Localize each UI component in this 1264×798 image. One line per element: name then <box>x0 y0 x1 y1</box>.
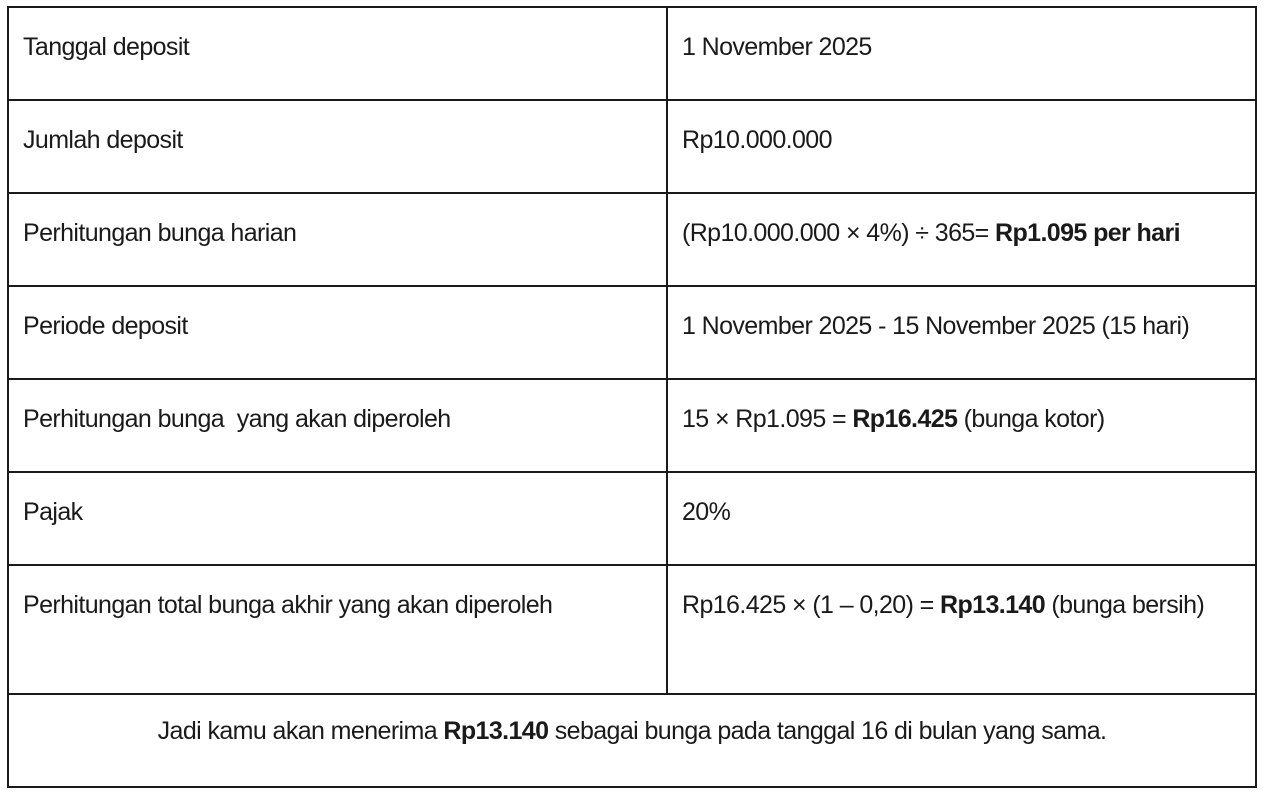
summary-cell <box>8 694 1256 787</box>
row-label: Tanggal deposit <box>8 7 667 100</box>
row-label: Pajak <box>8 472 667 565</box>
table-row-bunga-harian <box>8 193 1256 286</box>
row-value <box>667 193 1256 286</box>
table-row-pajak <box>8 472 1256 565</box>
formula-result: Rp1.095 per hari <box>995 219 1180 247</box>
summary-suffix: sebagai bunga pada tanggal 16 di bulan yang sama. <box>548 717 1107 745</box>
row-value: Rp10.000.000 <box>667 100 1256 193</box>
formula-suffix: (bunga bersih) <box>1045 591 1205 619</box>
table-row-total-bunga <box>8 565 1256 694</box>
formula-result: Rp13.140 <box>940 591 1046 619</box>
formula-text: (Rp10.000.000 × 4%) ÷ 365= <box>682 219 996 247</box>
row-value: 20% <box>667 472 1256 565</box>
table-row-periode-deposit <box>8 286 1256 379</box>
row-value <box>667 565 1256 694</box>
row-value: 1 November 2025 <box>667 7 1256 100</box>
table-row-tanggal-deposit <box>8 7 1256 100</box>
deposit-calculation-table <box>7 6 1257 788</box>
formula-suffix: (bunga kotor) <box>957 405 1105 433</box>
row-label: Perhitungan bunga harian <box>8 193 667 286</box>
formula-result: Rp16.425 <box>852 405 958 433</box>
formula-text: 15 × Rp1.095 = <box>682 405 853 433</box>
row-label: Perhitungan total bunga akhir yang akan diperoleh <box>8 565 667 694</box>
row-value: 1 November 2025 - 15 November 2025 (15 hari) <box>667 286 1256 379</box>
summary-text: Jadi kamu akan menerima <box>157 717 444 745</box>
table-row-bunga-diperoleh <box>8 379 1256 472</box>
row-label: Periode deposit <box>8 286 667 379</box>
formula-text: Rp16.425 × (1 – 0,20) = <box>682 591 941 619</box>
row-label: Jumlah deposit <box>8 100 667 193</box>
table-row-summary <box>8 694 1256 787</box>
table-row-jumlah-deposit <box>8 100 1256 193</box>
row-value <box>667 379 1256 472</box>
row-label: Perhitungan bunga yang akan diperoleh <box>8 379 667 472</box>
summary-amount: Rp13.140 <box>443 717 549 745</box>
